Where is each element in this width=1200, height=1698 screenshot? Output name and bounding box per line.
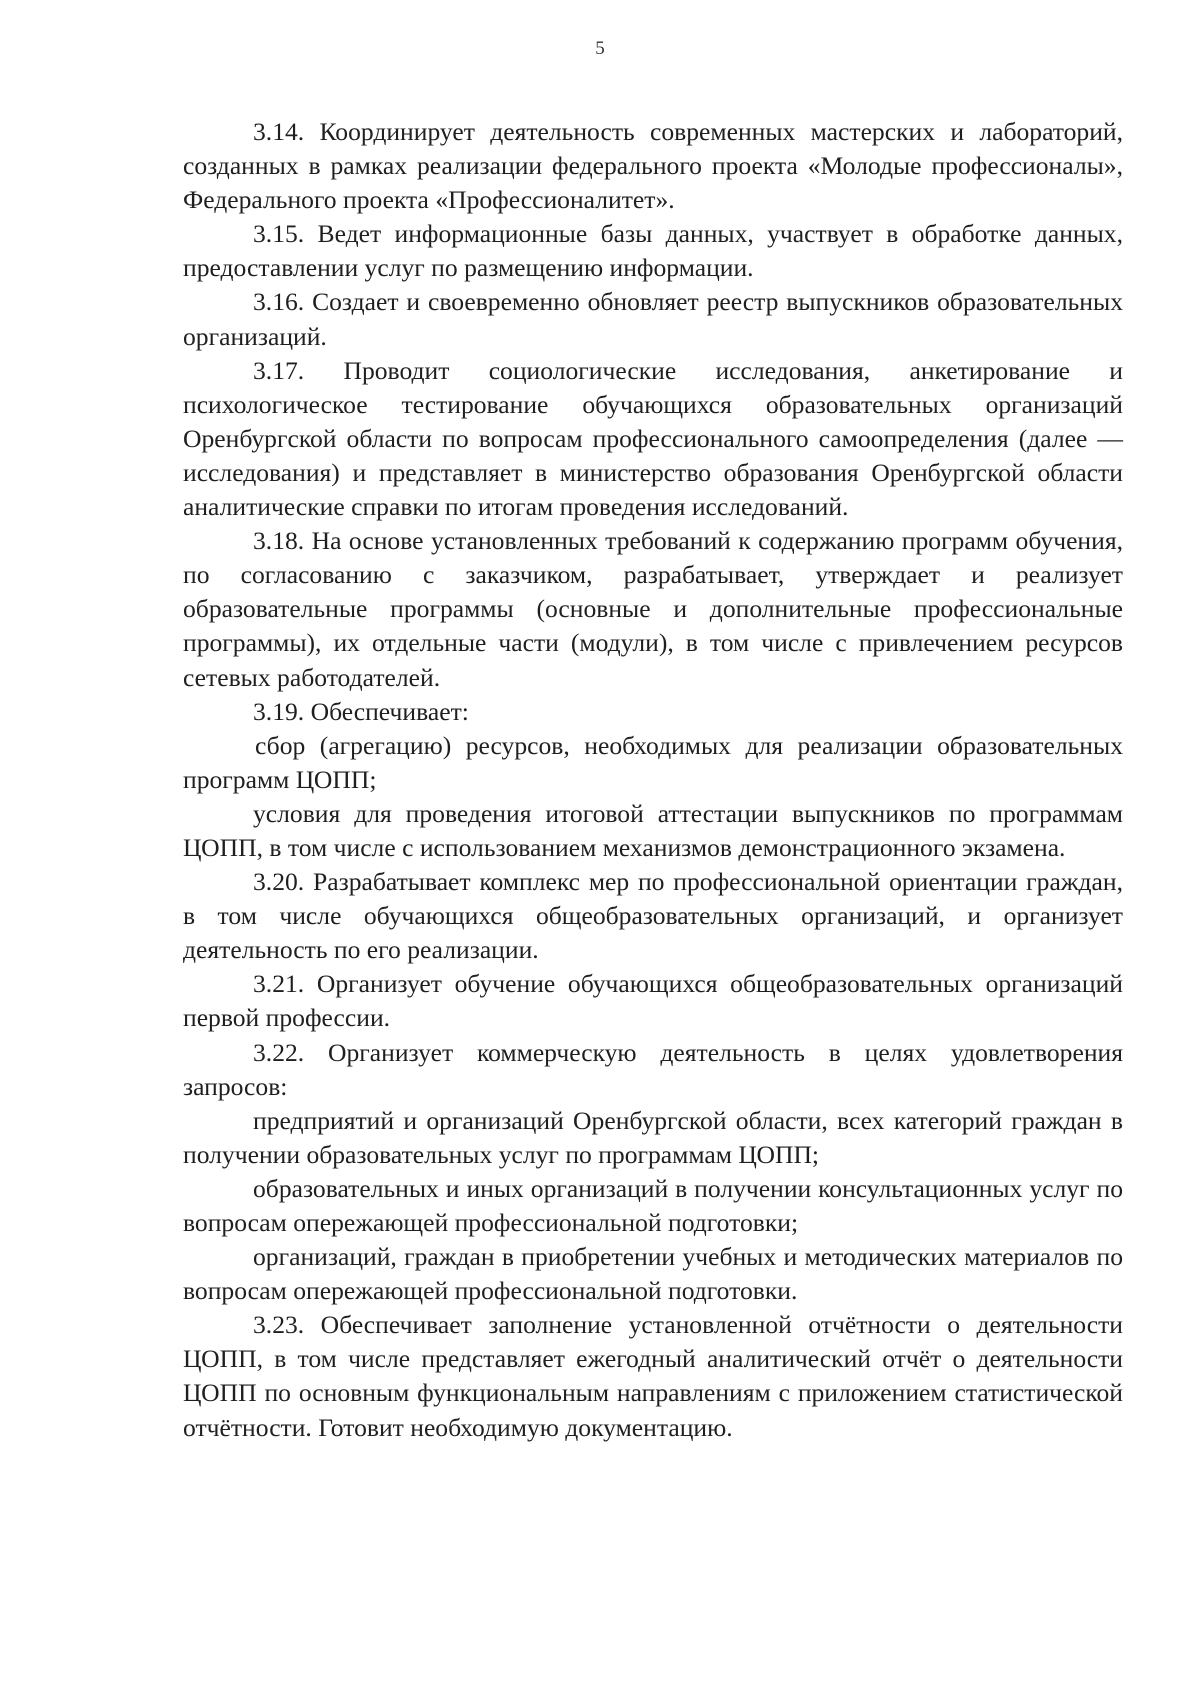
list-item-materials: организаций, граждан в приобретении учебных и методических материалов по вопросам опережающей профессиональной подготовки. <box>183 1242 1123 1306</box>
page-number: 5 <box>595 38 605 59</box>
paragraph-3-14: 3.14. Координирует деятельность современных мастерских и лабораторий, созданных в рамках реализации федерального проекта «Молодые профессионалы», Федерального проекта «Профессионалитет». <box>183 117 1123 215</box>
list-item-resources: сбор (агрегацию) ресурсов, необходимых для реализации образовательных программ ЦОПП; <box>183 730 1123 794</box>
list-item-attestation: условия для проведения итоговой аттестации выпускников по программам ЦОПП, в том числе с использованием механизмов демонстрационного экзамена. <box>183 798 1123 862</box>
paragraph-3-15: 3.15. Ведет информационные базы данных, участвует в обработке данных, предоставлении услуг по размещению информации. <box>183 219 1123 283</box>
paragraph-3-19: 3.19. Обеспечивает: <box>253 696 469 726</box>
paragraph-3-21: 3.21. Организует обучение обучающихся общеобразовательных организаций первой профессии. <box>183 969 1123 1033</box>
paragraph-3-17: 3.17. Проводит социологические исследования, анкетирование и психологическое тестирование обучающихся образовательных организаций Оренбургской области по вопросам профессионального самоопределения (далее — исследования) и представляет в министерство образования Оренбургской области аналитические справки по итогам проведения исследований. <box>183 355 1123 522</box>
paragraph-3-22: 3.22. Организует коммерческую деятельность в целях удовлетворения запросов: <box>183 1037 1123 1101</box>
paragraph-3-20: 3.20. Разрабатывает комплекс мер по профессиональной ориентации граждан, в том числе обучающихся общеобразовательных организаций, и организует деятельность по его реализации. <box>183 867 1123 965</box>
list-item-enterprises: предприятий и организаций Оренбургской области, всех категорий граждан в получении образовательных услуг по программам ЦОПП; <box>183 1105 1123 1169</box>
document-body <box>183 115 1123 1445</box>
list-item-educational-orgs: образовательных и иных организаций в получении консультационных услуг по вопросам опережающей профессиональной подготовки; <box>183 1173 1123 1237</box>
paragraph-3-16: 3.16. Создает и своевременно обновляет реестр выпускников образовательных организаций. <box>183 287 1123 351</box>
paragraph-3-23: 3.23. Обеспечивает заполнение установленной отчётности о деятельности ЦОПП, в том числе представляет ежегодный аналитический отчёт о деятельности ЦОПП по основным функциональным направлениям с приложением статистической отчётности. Готовит необходимую документацию. <box>183 1310 1123 1442</box>
paragraph-3-18: 3.18. На основе установленных требований к содержанию программ обучения, по согласованию с заказчиком, разрабатывает, утверждает и реализует образовательные программы (основные и дополнительные профессиональные программы), их отдельные части (модули), в том числе с привлечением ресурсов сетевых работодателей. <box>183 526 1123 692</box>
